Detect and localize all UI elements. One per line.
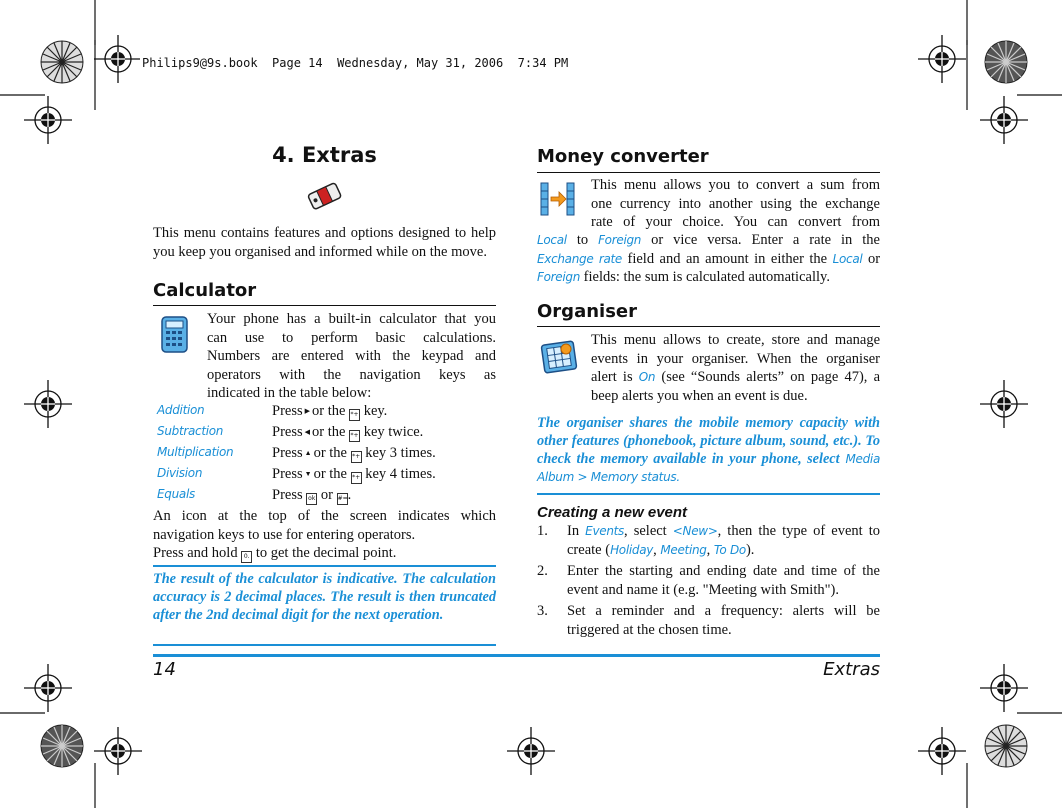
star-key-icon: *+ <box>351 451 362 463</box>
chapter-intro: This menu contains features and options designed to help you keep you organised and informed while on the move. <box>153 225 496 260</box>
table-row: Subtraction Press ◀ or the *+ key twice. <box>157 424 424 440</box>
money-rule <box>537 172 880 173</box>
zero-key-icon: 0. <box>241 551 252 563</box>
operators-table <box>157 402 496 507</box>
nav-down-icon: ▼ <box>304 470 312 478</box>
calculator-heading: Calculator <box>153 280 257 301</box>
creating-event-subheading: Creating a new event <box>537 504 688 521</box>
calculator-description: Your phone has a built-in calculator that you can use to perform basic calculations. Numbers are entered with the keypad and operators with the navigation keys as indicated in the table below: <box>207 311 496 401</box>
organiser-heading: Organiser <box>537 301 637 322</box>
list-item: 1. In Events, select <New>, then the type of event to create (Holiday, Meeting, To Do). <box>537 523 881 558</box>
nav-right-icon: ▶ <box>304 407 311 415</box>
money-description: This menu allows you to convert a sum from one currency into another using the exchange rate of your choice. You can convert from <box>591 177 880 230</box>
organiser-icon <box>540 338 578 374</box>
hash-key-icon: #= <box>337 493 348 505</box>
calculator-note: The result of the calculator is indicative. The calculation accuracy is 2 decimal places. The result is then truncated after the 2nd decimal digit for the next operation. <box>153 571 496 623</box>
organiser-note: The organiser shares the mobile memory capacity with other features (phonebook, picture album, sound, etc.). To check the memory available in your phone, select Media Album > Memory status. <box>537 415 880 484</box>
organiser-description: This menu allows to create, store and manage events in your organiser. When the organiser alert is On (see “Sounds alerts” on page 47), a beep alerts you when an event is due. <box>591 332 880 404</box>
ok-key-icon: ok <box>306 493 317 505</box>
page-number: 14 <box>153 659 176 680</box>
calculator-after: An icon at the top of the screen indicates which navigation keys to use for entering operators. Press and hold 0. to get the decimal point. <box>153 508 496 561</box>
footer-section: Extras <box>823 659 880 680</box>
organiser-note-rule <box>537 493 880 495</box>
chapter-title: 4. Extras <box>272 143 377 167</box>
footer-rule <box>153 654 880 657</box>
nav-left-icon: ◀ <box>304 428 311 436</box>
star-key-icon: *+ <box>349 430 360 442</box>
star-key-icon: *+ <box>351 472 362 484</box>
print-stamp: Philips9@9s.book Page 14 Wednesday, May 31, 2006 7:34 PM <box>142 56 569 70</box>
calculator-rule <box>153 305 496 306</box>
star-key-icon: *+ <box>349 409 360 421</box>
table-row: Addition Press ▶ or the *+ key. <box>157 403 388 419</box>
money-heading: Money converter <box>537 146 709 167</box>
extras-icon <box>305 182 345 212</box>
list-item: 2. Enter the starting and ending date and time of the event and name it (e.g. "Meeting with Smith"). <box>537 563 880 598</box>
note-rule-bottom <box>153 644 496 646</box>
event-steps <box>537 522 880 639</box>
table-row: Division Press ▼ or the *+ key 4 times. <box>157 466 436 482</box>
money-converter-icon <box>539 181 577 217</box>
table-row: Multiplication Press ▲ or the *+ key 3 times. <box>157 445 436 461</box>
calculator-icon <box>160 316 190 354</box>
nav-up-icon: ▲ <box>304 449 312 457</box>
organiser-rule <box>537 326 880 327</box>
table-row: Equals Press ok or #=. <box>157 487 352 503</box>
note-rule-top <box>153 565 496 567</box>
money-description-cont: Local to Foreign or vice versa. Enter a rate in the Exchange rate field and an amount in either the Local or Foreign fields: the sum is calculated automatically. <box>537 232 881 285</box>
list-item: 3. Set a reminder and a frequency: alerts will be triggered at the chosen time. <box>537 603 880 638</box>
